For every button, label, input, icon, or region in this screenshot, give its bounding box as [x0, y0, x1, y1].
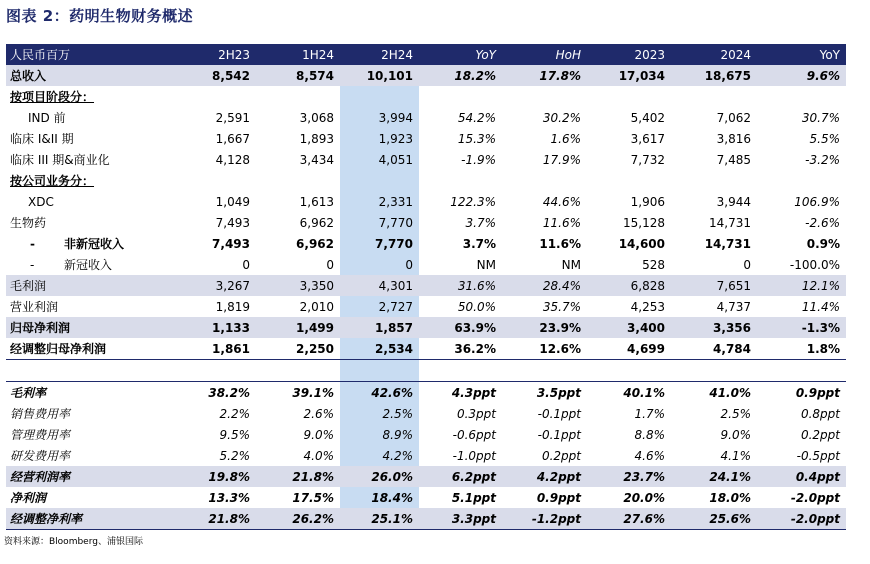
cell: 18.0%: [709, 490, 751, 505]
cell: 28.4%: [542, 278, 581, 293]
cell: 1,499: [296, 320, 334, 335]
cell: 21.8%: [208, 511, 250, 526]
cell: 5.5%: [809, 131, 840, 146]
row-label: 生物药: [10, 216, 47, 230]
cell: 4.1%: [720, 448, 751, 463]
cell: 8,574: [296, 68, 334, 83]
cell: 26.0%: [371, 469, 413, 484]
cell: -1.3%: [801, 320, 840, 335]
cell: 3,356: [713, 320, 751, 335]
cell: 4.2%: [382, 448, 413, 463]
row-label: 管理费用率: [10, 428, 71, 442]
financial-table: [6, 44, 846, 530]
cell: 27.6%: [623, 511, 665, 526]
cell: 3.5ppt: [536, 385, 581, 400]
cell: 23.7%: [623, 469, 665, 484]
cell: 17,034: [618, 68, 665, 83]
cell: 3,068: [299, 110, 334, 125]
cell: 7,493: [212, 236, 250, 251]
cell: 0: [242, 257, 250, 272]
table-row: [6, 424, 846, 445]
cell: 18.4%: [371, 490, 413, 505]
cell: 1,133: [212, 320, 250, 335]
cell: 4,699: [627, 341, 665, 356]
cell: 3,350: [299, 278, 334, 293]
cell: 4.6%: [634, 448, 665, 463]
cell: 1,861: [212, 341, 250, 356]
cell: 1,049: [215, 194, 250, 209]
cell: 2,534: [375, 341, 413, 356]
cell: 35.7%: [542, 299, 581, 314]
cell: 20.0%: [623, 490, 665, 505]
cell: 12.6%: [539, 341, 581, 356]
cell: -100.0%: [789, 257, 840, 272]
cell: 0.4ppt: [795, 469, 840, 484]
cell: 7,732: [630, 152, 665, 167]
cell: 23.9%: [539, 320, 581, 335]
row-label: 按项目阶段分：: [10, 90, 95, 104]
cell: 1.7%: [634, 406, 665, 421]
row-label: 按公司业务分：: [10, 174, 95, 188]
cell: 5.1ppt: [451, 490, 496, 505]
table-row: [6, 275, 846, 296]
table-body: [6, 65, 846, 530]
header-yoy-year: YoY: [819, 47, 840, 62]
cell: 8.8%: [634, 427, 665, 442]
cell: 3.7%: [462, 236, 496, 251]
table-row: [6, 445, 846, 466]
cell: 8.9%: [382, 427, 413, 442]
row-label: 归母净利润: [10, 321, 71, 335]
row-label: 研发费用率: [10, 449, 71, 463]
cell: -1.2ppt: [531, 511, 581, 526]
cell: -1.9%: [461, 152, 496, 167]
row-dash: -: [30, 258, 35, 272]
cell: 1,667: [215, 131, 250, 146]
cell: 18,675: [704, 68, 751, 83]
table-row: [6, 170, 846, 191]
cell: 3,944: [716, 194, 751, 209]
header-2h24: 2H24: [381, 47, 413, 62]
cell: 1,906: [630, 194, 665, 209]
row-label: 净利润: [10, 491, 47, 505]
cell: 17.5%: [292, 490, 334, 505]
header-1h24: 1H24: [302, 47, 334, 62]
cell: 7,651: [716, 278, 751, 293]
cell: 41.0%: [709, 385, 751, 400]
cell: 4.2ppt: [536, 469, 581, 484]
cell: 2.5%: [720, 406, 751, 421]
row-label: 毛利润: [10, 279, 47, 293]
cell: 2.2%: [219, 406, 250, 421]
table-row: [6, 317, 846, 338]
header-2023: 2023: [634, 47, 665, 62]
cell: 14,731: [704, 236, 751, 251]
cell: 42.6%: [371, 385, 413, 400]
cell: 11.4%: [801, 299, 840, 314]
cell: 106.9%: [794, 194, 840, 209]
cell: 38.2%: [208, 385, 250, 400]
cell: 3.3ppt: [451, 511, 496, 526]
row-label: IND 前: [28, 111, 66, 125]
cell: 0.9ppt: [795, 385, 840, 400]
table-row: [6, 296, 846, 317]
cell: NM: [476, 257, 496, 272]
cell: 19.8%: [208, 469, 250, 484]
cell: 0.8ppt: [800, 406, 840, 421]
cell: 2,250: [296, 341, 334, 356]
cell: 11.6%: [542, 215, 581, 230]
cell: 0.9%: [806, 236, 840, 251]
cell: 36.2%: [454, 341, 496, 356]
header-unit: 人民币百万: [10, 48, 71, 62]
cell: -2.6%: [805, 215, 840, 230]
cell: 4,737: [716, 299, 751, 314]
cell: -0.5ppt: [796, 448, 840, 463]
cell: 1,893: [299, 131, 334, 146]
cell: -0.1ppt: [537, 427, 581, 442]
cell: 4.0%: [303, 448, 334, 463]
cell: -0.6ppt: [452, 427, 496, 442]
table-row: [6, 149, 846, 170]
cell: 9.6%: [806, 68, 840, 83]
cell: 7,770: [375, 236, 413, 251]
cell: 1.8%: [806, 341, 840, 356]
row-label: 经调整净利率: [10, 512, 83, 526]
header-2024: 2024: [720, 47, 751, 62]
row-label: XDC: [28, 194, 54, 209]
cell: 63.9%: [454, 320, 496, 335]
table-header-row: [6, 44, 846, 65]
cell: -1.0ppt: [452, 448, 496, 463]
header-yoy-half: YoY: [475, 47, 496, 62]
cell: 122.3%: [450, 194, 496, 209]
header-hoh: HoH: [555, 47, 581, 62]
row-label-text: 非新冠收入: [64, 237, 125, 251]
table-row: [6, 338, 846, 360]
cell: 44.6%: [542, 194, 581, 209]
cell: 50.0%: [457, 299, 496, 314]
cell: 8,542: [212, 68, 250, 83]
row-label: [6, 235, 173, 252]
cell: 10,101: [366, 68, 413, 83]
table-row: [6, 212, 846, 233]
cell: 18.2%: [454, 68, 496, 83]
cell: 7,493: [215, 215, 250, 230]
cell: 7,485: [716, 152, 751, 167]
cell: 0: [326, 257, 334, 272]
cell: 6,828: [630, 278, 665, 293]
table-row: [6, 86, 846, 107]
cell: 4,301: [378, 278, 413, 293]
row-label: 临床 III 期&商业化: [10, 153, 110, 167]
row-label: 经营利润率: [10, 470, 71, 484]
cell: 1,857: [375, 320, 413, 335]
cell: 3,816: [716, 131, 751, 146]
table-row: [6, 360, 846, 381]
cell: 39.1%: [292, 385, 334, 400]
row-label: 毛利率: [10, 386, 47, 400]
cell: 25.1%: [371, 511, 413, 526]
cell: 54.2%: [457, 110, 496, 125]
cell: 7,770: [378, 215, 413, 230]
cell: 24.1%: [709, 469, 751, 484]
cell: 25.6%: [709, 511, 751, 526]
cell: 4,784: [713, 341, 751, 356]
cell: 528: [642, 257, 665, 272]
cell: -2.0ppt: [790, 511, 840, 526]
cell: 4,253: [630, 299, 665, 314]
cell: 3,434: [299, 152, 334, 167]
cell: -3.2%: [805, 152, 840, 167]
table-row: [6, 191, 846, 212]
cell: 1,923: [378, 131, 413, 146]
row-label: 销售费用率: [10, 407, 71, 421]
cell: 30.2%: [542, 110, 581, 125]
row-label: 总收入: [10, 69, 47, 83]
cell: NM: [561, 257, 581, 272]
cell: 0.9ppt: [536, 490, 581, 505]
cell: 0.2ppt: [800, 427, 840, 442]
cell: 3,400: [627, 320, 665, 335]
cell: 14,731: [709, 215, 751, 230]
cell: 40.1%: [623, 385, 665, 400]
cell: 5,402: [630, 110, 665, 125]
table-row: [6, 65, 846, 86]
cell: 0: [743, 257, 751, 272]
cell: 2,727: [378, 299, 413, 314]
cell: 0: [405, 257, 413, 272]
table-row: [6, 403, 846, 424]
cell: 3.7%: [465, 215, 496, 230]
cell: 4,128: [215, 152, 250, 167]
cell: 3,267: [215, 278, 250, 293]
table-row: [6, 107, 846, 128]
cell: 0.3ppt: [456, 406, 496, 421]
cell: 2,591: [215, 110, 250, 125]
table-row: [6, 466, 846, 487]
row-label: [6, 256, 173, 273]
row-label: 临床 I&II 期: [10, 132, 74, 146]
cell: 1,613: [299, 194, 334, 209]
table-row: [6, 254, 846, 275]
figure-title: 图表 2：药明生物财务概述: [6, 7, 194, 25]
table-row: [6, 128, 846, 149]
cell: 4,051: [378, 152, 413, 167]
row-label-text: 新冠收入: [64, 258, 113, 272]
row-label: 经调整归母净利润: [10, 342, 107, 356]
cell: 26.2%: [292, 511, 334, 526]
cell: 6.2ppt: [451, 469, 496, 484]
cell: 30.7%: [801, 110, 840, 125]
cell: 17.8%: [539, 68, 581, 83]
cell: 31.6%: [457, 278, 496, 293]
cell: 12.1%: [801, 278, 840, 293]
cell: 6,962: [296, 236, 334, 251]
cell: 15,128: [623, 215, 665, 230]
cell: 21.8%: [292, 469, 334, 484]
cell: -2.0ppt: [790, 490, 840, 505]
cell: 9.0%: [303, 427, 334, 442]
table-row: [6, 508, 846, 530]
cell: 1,819: [215, 299, 250, 314]
cell: 17.9%: [542, 152, 581, 167]
row-label: 营业利润: [10, 300, 59, 314]
cell: 1.6%: [550, 131, 581, 146]
cell: 5.2%: [219, 448, 250, 463]
cell: 9.5%: [219, 427, 250, 442]
cell: 14,600: [618, 236, 665, 251]
cell: 3,994: [378, 110, 413, 125]
cell: 3,617: [630, 131, 665, 146]
cell: 11.6%: [539, 236, 581, 251]
cell: 6,962: [299, 215, 334, 230]
cell: 7,062: [716, 110, 751, 125]
cell: 13.3%: [208, 490, 250, 505]
cell: 4.3ppt: [451, 385, 496, 400]
table-row: [6, 487, 846, 508]
table-row: [6, 381, 846, 403]
cell: 9.0%: [720, 427, 751, 442]
cell: 2,010: [299, 299, 334, 314]
cell: 0.2ppt: [541, 448, 581, 463]
cell: 2,331: [378, 194, 413, 209]
source-note: 资料来源：Bloomberg、浦银国际: [4, 537, 143, 547]
cell: 15.3%: [457, 131, 496, 146]
row-dash: -: [30, 237, 35, 251]
cell: 2.5%: [382, 406, 413, 421]
cell: 2.6%: [303, 406, 334, 421]
table-row: [6, 233, 846, 254]
header-2h23: 2H23: [218, 47, 250, 62]
cell: -0.1ppt: [537, 406, 581, 421]
